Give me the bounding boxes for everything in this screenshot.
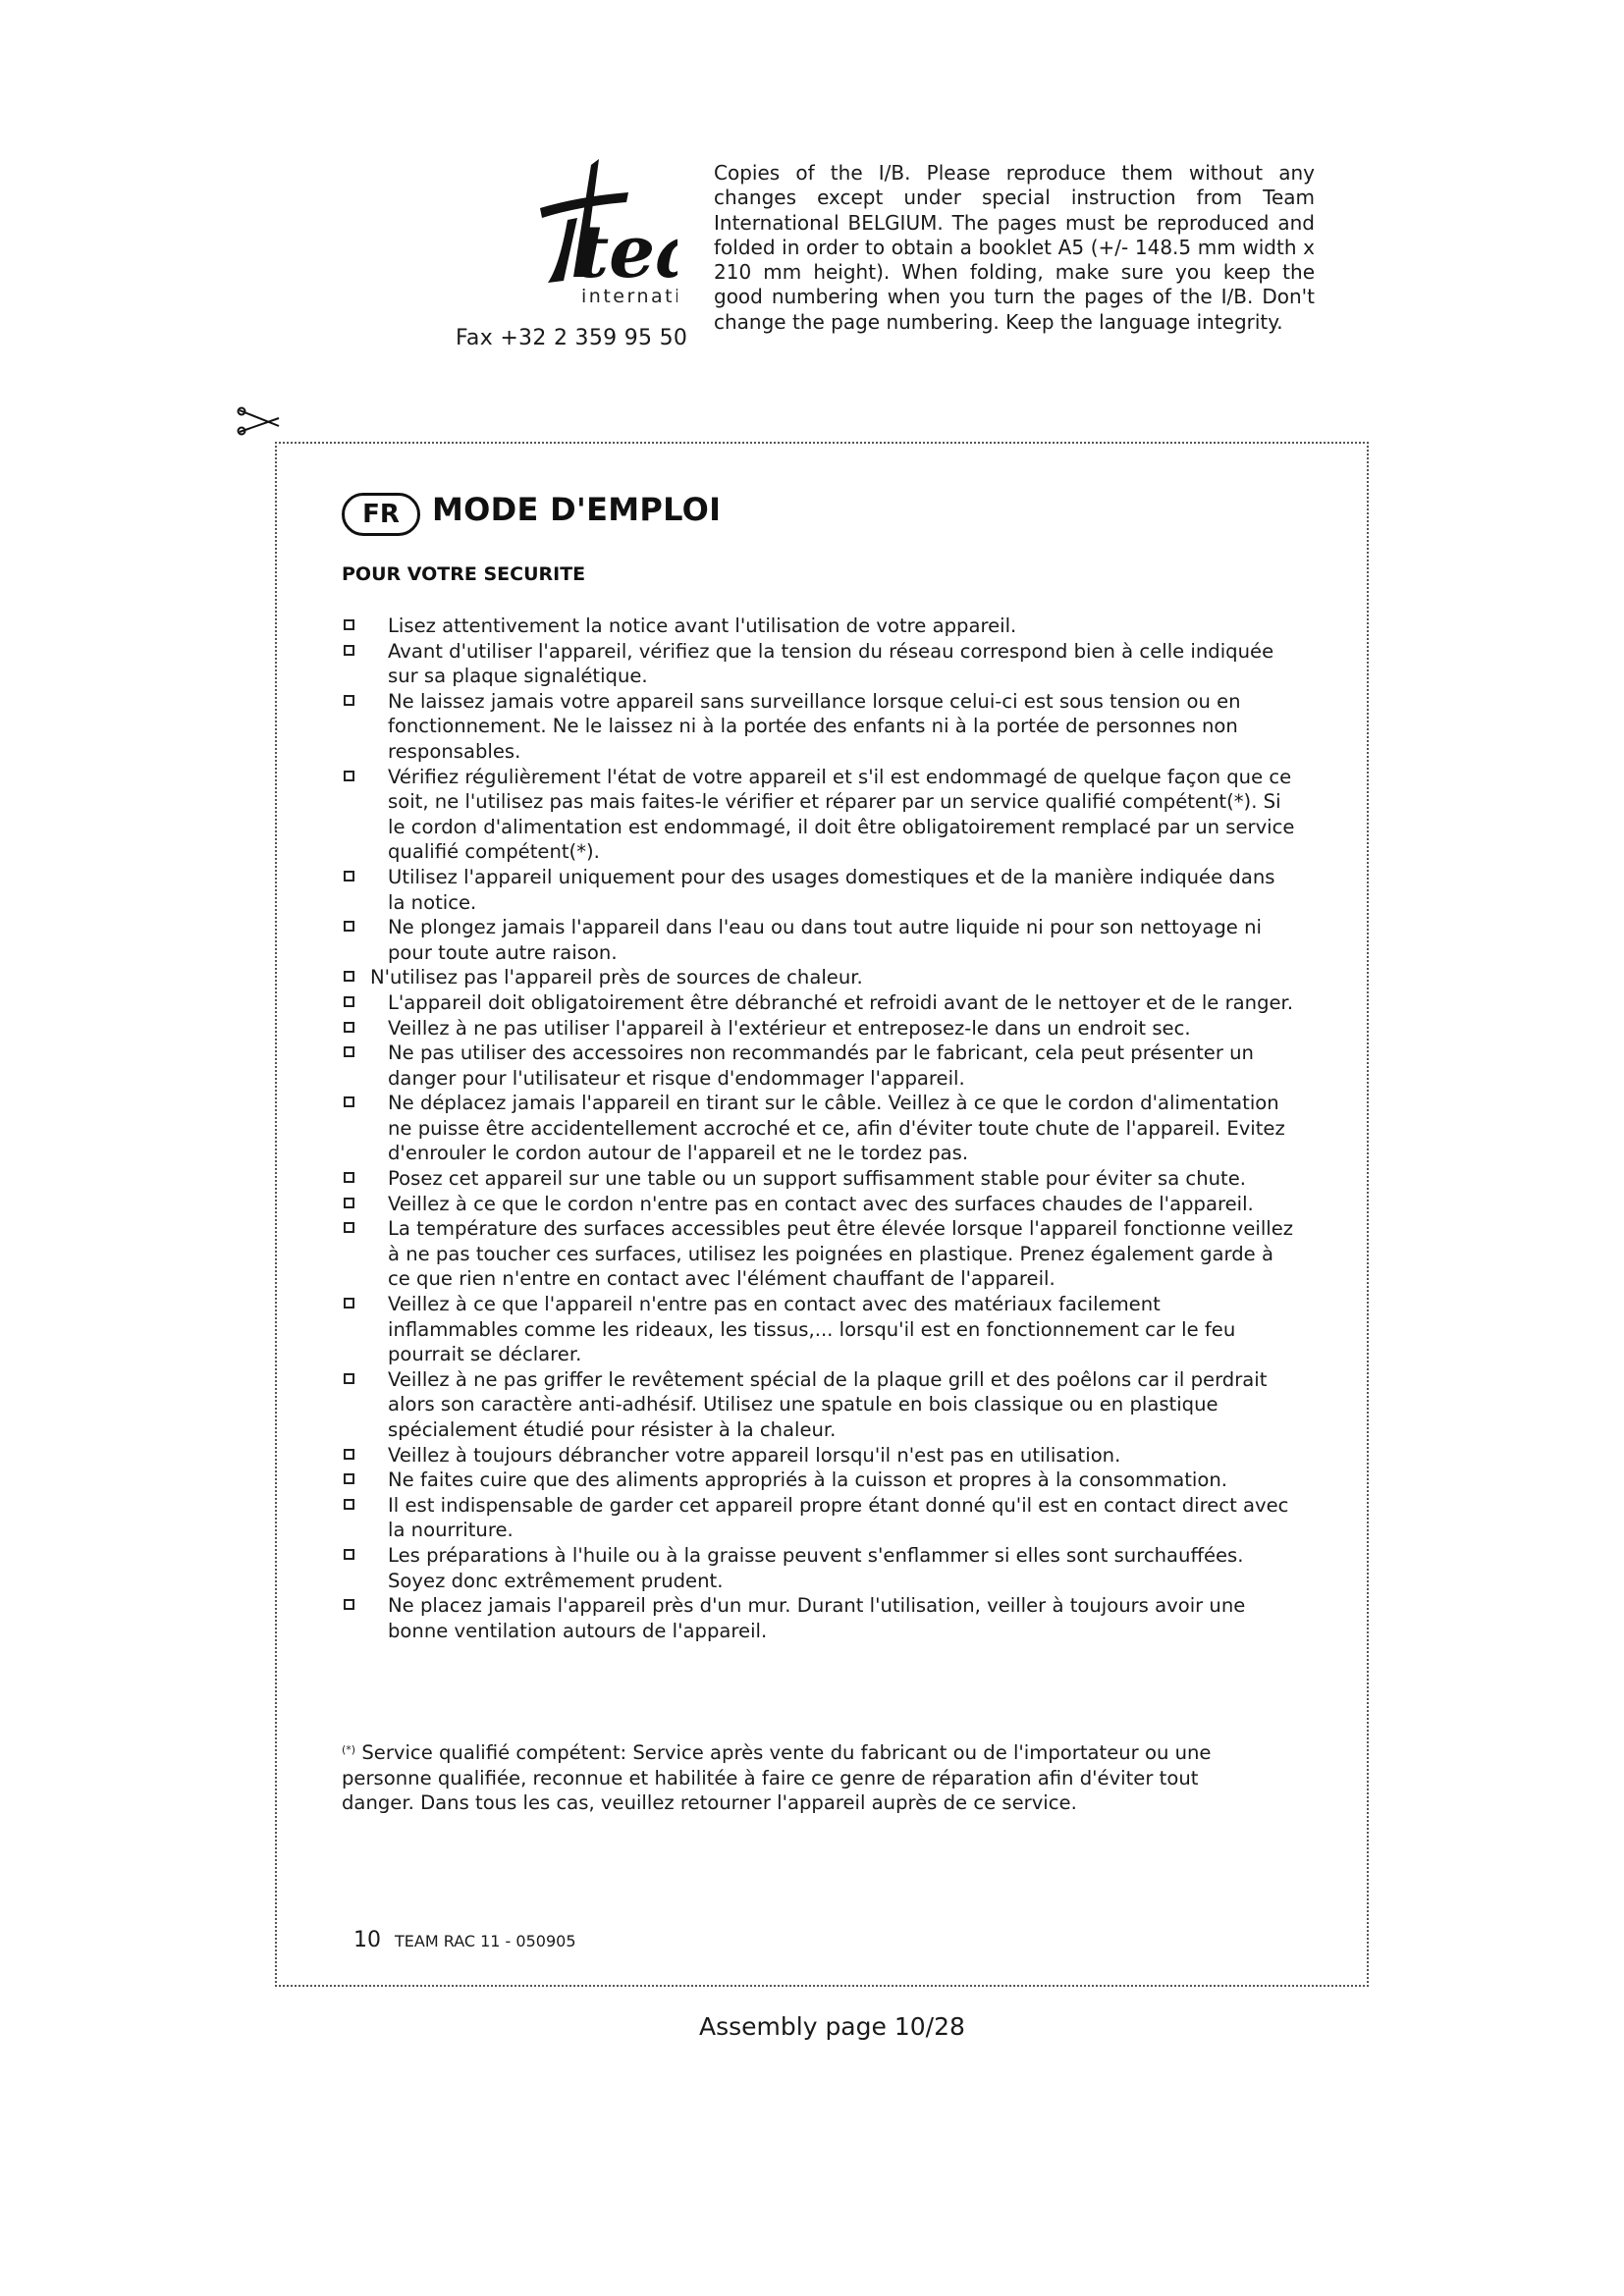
list-item-text: Lisez attentivement la notice avant l'utilisation de votre appareil. (388, 614, 1017, 637)
safety-instructions-list (339, 614, 1296, 1643)
list-item (339, 1593, 1296, 1643)
logo-subtext: internat (581, 286, 676, 307)
list-item-text: La température des surfaces accessibles peut être élevée lorsque l'appareil fonctionne veillez à ne pas toucher ces surfaces, utilisez les poignées en plastique. Prenez également garde à ce que rien n'entre en contact avec l'élément chauffant de l'appareil. (388, 1217, 1294, 1291)
checkbox-bullet-icon (344, 1373, 354, 1384)
list-item-text: Avant d'utiliser l'appareil, vérifiez que la tension du réseau correspond bien à celle indiquée sur sa plaque signalétique. (388, 639, 1274, 688)
checkbox-bullet-icon (344, 695, 354, 706)
list-item-text: Ne placez jamais l'appareil près d'un mur. Durant l'utilisation, veiller à toujours avoir une bonne ventilation autours de l'appareil. (388, 1594, 1246, 1642)
list-item-text: Veillez à ce que l'appareil n'entre pas en contact avec des matériaux facilement inflammables comme les rideaux, les tissus,... lorsqu'il est en fonctionnement car le feu pourrait se déclarer. (388, 1293, 1236, 1366)
model-code: TEAM RAC 11 - 050905 (395, 1932, 576, 1950)
assembly-page-label: Assembly page 10/28 (699, 2012, 965, 2041)
list-item-text: Veillez à ne pas utiliser l'appareil à l'extérieur et entreposez-le dans un endroit sec. (388, 1016, 1191, 1040)
list-item-text: Ne laissez jamais votre appareil sans surveillance lorsque celui-ci est sous tension ou en fonctionnement. Ne le laissez ni à la portée des enfants ni à la portée de personnes non responsables. (388, 689, 1241, 763)
checkbox-bullet-icon (344, 619, 354, 630)
list-item (339, 915, 1296, 965)
list-item (339, 1016, 1296, 1041)
checkbox-bullet-icon (344, 1549, 354, 1560)
list-item (339, 1468, 1296, 1493)
list-item-text: L'appareil doit obligatoirement être débranché et refroidi avant de le nettoyer et de le ranger. (388, 990, 1294, 1014)
checkbox-bullet-icon (344, 1298, 354, 1308)
checkbox-bullet-icon (344, 996, 354, 1007)
fax-number: Fax +32 2 359 95 50 (456, 326, 688, 350)
scissors-icon (236, 406, 281, 436)
checkbox-bullet-icon (344, 1172, 354, 1183)
list-item-text: Ne faites cuire que des aliments appropriés à la cuisson et propres à la consommation. (388, 1468, 1227, 1492)
checkbox-bullet-icon (344, 645, 354, 656)
list-item (339, 1041, 1296, 1091)
checkbox-bullet-icon (344, 921, 354, 932)
footnote-text: Service qualifié compétent: Service après vente du fabricant ou de l'importateur ou une personne qualifiée, reconnue et habilitée à faire ce genre de réparation afin d'éviter tout danger. Dans tous les cas, veuillez retourner l'appareil auprès de ce service. (342, 1741, 1212, 1815)
checkbox-bullet-icon (344, 771, 354, 781)
footnote (342, 1737, 1255, 1816)
list-item (339, 865, 1296, 915)
list-item-text: Veillez à toujours débrancher votre appareil lorsqu'il n'est pas en utilisation. (388, 1443, 1121, 1467)
page-number: 10 (353, 1928, 381, 1952)
list-item-text: Posez cet appareil sur une table ou un support suffisamment stable pour éviter sa chute. (388, 1167, 1247, 1191)
list-item (339, 1216, 1296, 1292)
section-heading: POUR VOTRE SECURITE (342, 563, 586, 585)
checkbox-bullet-icon (344, 971, 354, 982)
checkbox-bullet-icon (344, 1198, 354, 1208)
list-item-text: Ne pas utiliser des accessoires non recommandés par le fabricant, cela peut présenter un danger pour l'utilisateur et risque d'endommager l'appareil. (388, 1041, 1254, 1090)
list-item (339, 1166, 1296, 1192)
list-item-text: N'utilisez pas l'appareil près de sources de chaleur. (370, 966, 863, 989)
list-item (339, 990, 1296, 1016)
list-item-text: Utilisez l'appareil uniquement pour des usages domestiques et de la manière indiquée dans la notice. (388, 865, 1275, 914)
checkbox-bullet-icon (344, 1022, 354, 1033)
list-item (339, 1443, 1296, 1468)
checkbox-bullet-icon (344, 1473, 354, 1484)
language-badge: FR (342, 493, 420, 536)
logo-wordmark: te (575, 210, 656, 294)
checkbox-bullet-icon (344, 1599, 354, 1610)
list-item (339, 765, 1296, 865)
list-item (339, 614, 1296, 639)
list-item-text: Vérifiez régulièrement l'état de votre appareil et s'il est endommagé de quelque façon que ce soit, ne l'utilisez pas mais faites-le vérifier et réparer par un service qualifié compétent(*). Si le cordon d'alimentation est endommagé, il doit être obligatoirement remplacé par un service qualifié compétent(*). (388, 765, 1295, 864)
printing-instructions: Copies of the I/B. Please reproduce them without any changes except under special instruction from Team International BELGIUM. The pages must be reproduced and folded in order to obtain a booklet A5 (+/- 148.5 mm width x 210 mm height). When folding, make sure you keep the good numbering when you turn the pages of the I/B. Don't change the page numbering. Keep the language integrity. (714, 161, 1315, 334)
list-item-text: Ne plongez jamais l'appareil dans l'eau ou dans tout autre liquide ni pour son nettoyage ni pour toute autre raison. (388, 916, 1262, 964)
list-item-text: Veillez à ne pas griffer le revêtement spécial de la plaque grill et des poêlons car il perdrait alors son caractère anti-adhésif. Utilisez une spatule en bois classique ou en plastique spécialement étudié pour résister à la chaleur. (388, 1367, 1268, 1441)
list-item (339, 1091, 1296, 1166)
list-item (339, 1292, 1296, 1367)
list-item (339, 1493, 1296, 1543)
list-item-text: Ne déplacez jamais l'appareil en tirant sur le câble. Veillez à ce que le cordon d'alimentation ne puisse être accidentellement accroché et ce, afin d'éviter toute chute de l'appareil. Evitez d'enrouler le cordon autour de l'appareil et ne le tordez pas. (388, 1092, 1285, 1165)
list-item (339, 965, 1296, 990)
page-title: MODE D'EMPLOI (432, 491, 722, 528)
list-item (339, 1543, 1296, 1593)
footnote-mark: (*) (342, 1743, 356, 1756)
list-item (339, 639, 1296, 689)
checkbox-bullet-icon (344, 1449, 354, 1460)
checkbox-bullet-icon (344, 871, 354, 881)
list-item (339, 1192, 1296, 1217)
checkbox-bullet-icon (344, 1499, 354, 1510)
list-item-text: Il est indispensable de garder cet appareil propre étant donné qu'il est en contact direct avec la nourriture. (388, 1493, 1289, 1542)
checkbox-bullet-icon (344, 1046, 354, 1057)
checkbox-bullet-icon (344, 1096, 354, 1107)
list-item (339, 689, 1296, 765)
team-logo (481, 157, 677, 309)
list-item-text: Veillez à ce que le cordon n'entre pas en contact avec des surfaces chaudes de l'appareil. (388, 1192, 1254, 1215)
list-item-text: Les préparations à l'huile ou à la graisse peuvent s'enflammer si elles sont surchauffées. Soyez donc extrêmement prudent. (388, 1543, 1244, 1592)
list-item (339, 1367, 1296, 1443)
checkbox-bullet-icon (344, 1222, 354, 1233)
